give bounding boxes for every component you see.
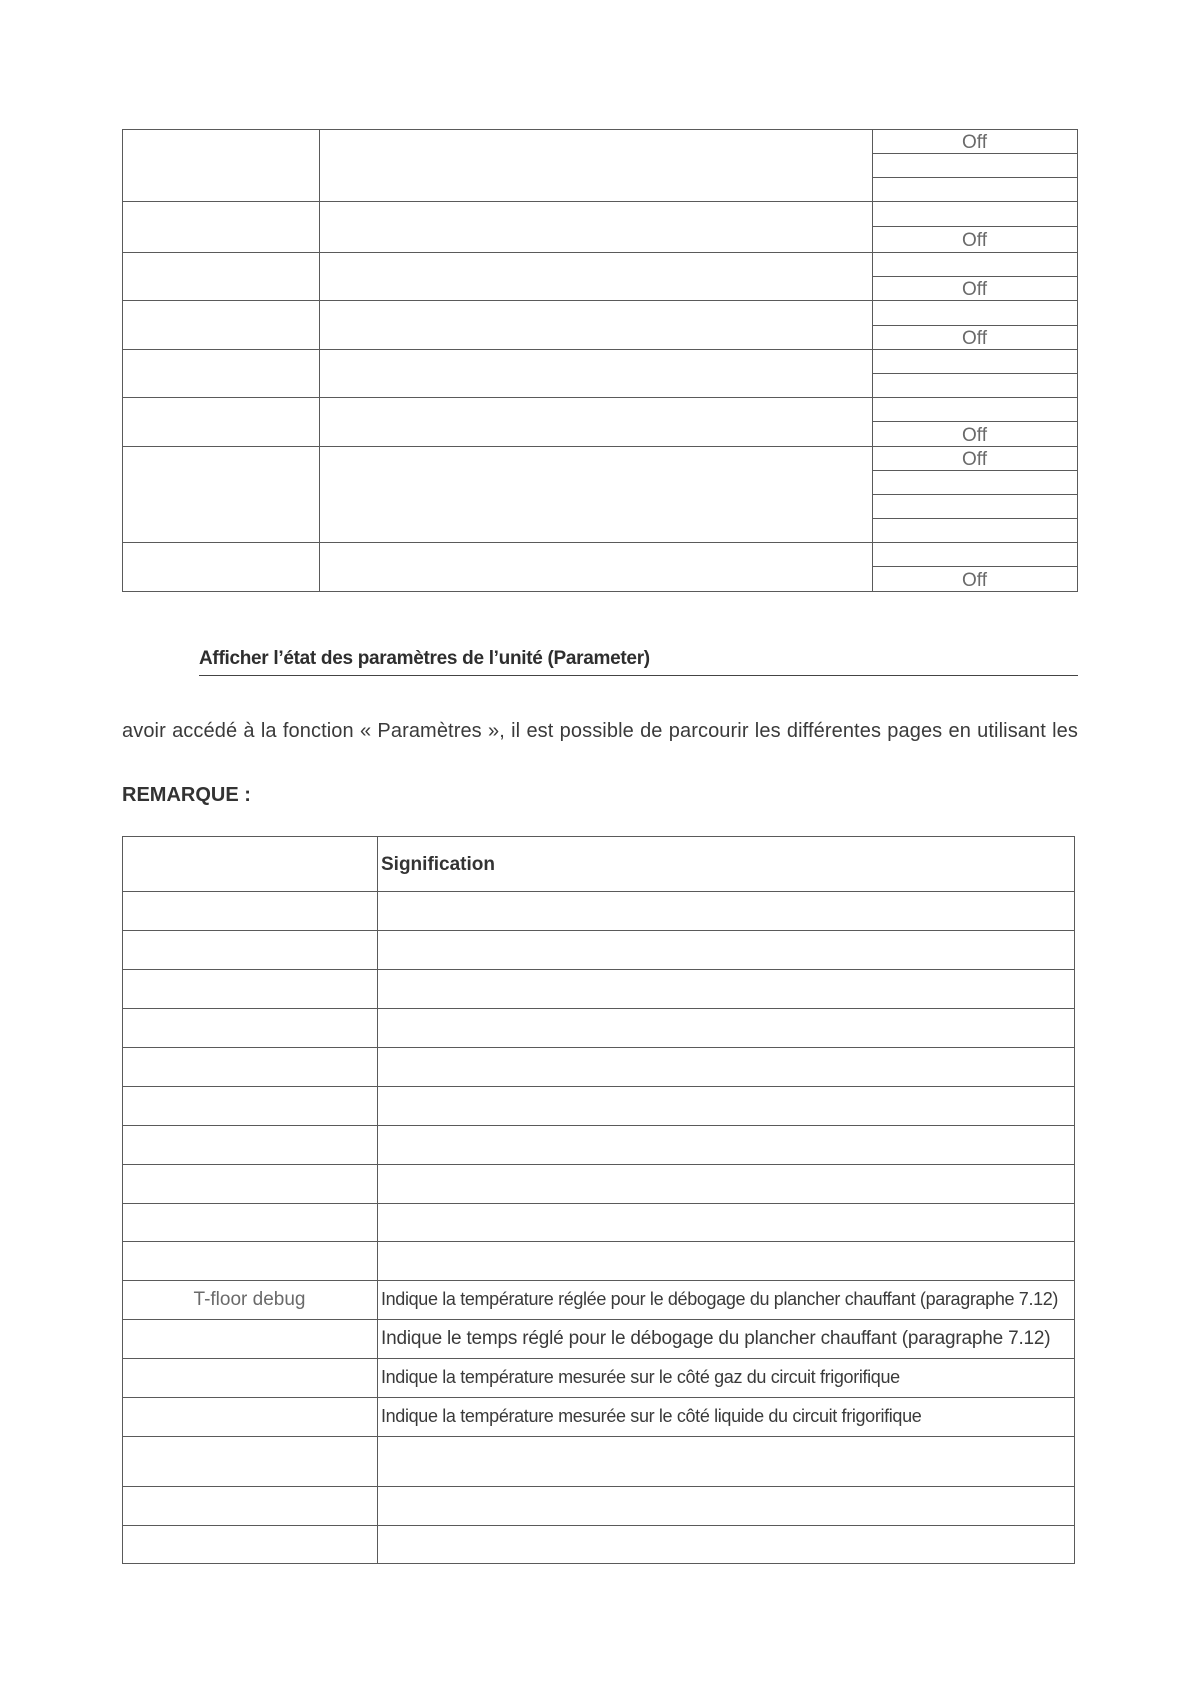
value-cell: Off <box>962 425 987 446</box>
table-row-divider <box>122 252 1077 253</box>
table-row-divider <box>122 1525 1075 1526</box>
table-row-divider <box>122 1486 1075 1487</box>
table-row-divider <box>122 1241 1075 1242</box>
table-border <box>122 591 1077 592</box>
value-cell: Off <box>962 570 987 591</box>
parameter-meaning: Indique le temps réglé pour le débogage du plancher chauffant (paragraphe 7.12) <box>381 1328 1051 1349</box>
section-title-underline <box>199 675 1078 676</box>
table-row-divider <box>122 891 1075 892</box>
value-subrow-divider <box>872 373 1077 374</box>
value-subrow-divider <box>872 276 1077 277</box>
table-row-divider <box>122 1358 1075 1359</box>
section-title: Afficher l’état des paramètres de l’unité (Parameter) <box>199 648 650 669</box>
table-row-divider <box>122 349 1077 350</box>
body-paragraph: avoir accédé à la fonction « Paramètres », il est possible de parcourir les différentes pages en utilisant les <box>122 720 1078 742</box>
table-row-divider <box>122 1319 1075 1320</box>
value-cell: Off <box>962 279 987 300</box>
table-row-divider <box>122 1397 1075 1398</box>
table-row-divider <box>122 446 1077 447</box>
parameter-meaning: Indique la température mesurée sur le côté gaz du circuit frigorifique <box>381 1367 900 1387</box>
table-row-divider <box>122 969 1075 970</box>
value-cell: Off <box>962 230 987 251</box>
table-row-divider <box>122 1280 1075 1281</box>
table-row-divider <box>122 1047 1075 1048</box>
table-border <box>1077 129 1078 592</box>
value-subrow-divider <box>872 566 1077 567</box>
table-row-divider <box>122 1203 1075 1204</box>
table-row-divider <box>122 1125 1075 1126</box>
parameter-meaning: Indique la température mesurée sur le côté liquide du circuit frigorifique <box>381 1406 922 1426</box>
column-header-meaning: Signification <box>381 854 495 875</box>
table-border <box>122 129 123 592</box>
table-row-divider <box>122 1086 1075 1087</box>
table-border <box>122 836 123 1564</box>
parameter-name: T-floor debug <box>193 1289 306 1310</box>
table-row-divider <box>122 542 1077 543</box>
remark-label: REMARQUE : <box>122 784 251 806</box>
value-subrow-divider <box>872 325 1077 326</box>
table-column-divider <box>377 836 378 1564</box>
value-cell: Off <box>962 328 987 349</box>
value-subrow-divider <box>872 470 1077 471</box>
value-subrow-divider <box>872 494 1077 495</box>
value-subrow-divider <box>872 226 1077 227</box>
table-border <box>122 1563 1075 1564</box>
table-row-divider <box>122 397 1077 398</box>
parameter-meaning: Indique la température réglée pour le débogage du plancher chauffant (paragraphe 7.12) <box>381 1289 1059 1309</box>
table-border <box>122 836 1075 837</box>
table-row-divider <box>122 300 1077 301</box>
value-cell: Off <box>962 132 987 153</box>
value-subrow-divider <box>872 518 1077 519</box>
value-subrow-divider <box>872 421 1077 422</box>
table-row-divider <box>122 1008 1075 1009</box>
table-row-divider <box>122 1164 1075 1165</box>
table-row-divider <box>122 1436 1075 1437</box>
table-column-divider <box>319 129 320 592</box>
table-row-divider <box>122 930 1075 931</box>
table-border <box>122 129 1077 130</box>
value-subrow-divider <box>872 153 1077 154</box>
table-column-divider <box>872 129 873 592</box>
value-subrow-divider <box>872 177 1077 178</box>
table-border <box>1074 836 1075 1564</box>
table-row-divider <box>122 201 1077 202</box>
value-cell: Off <box>962 449 987 470</box>
